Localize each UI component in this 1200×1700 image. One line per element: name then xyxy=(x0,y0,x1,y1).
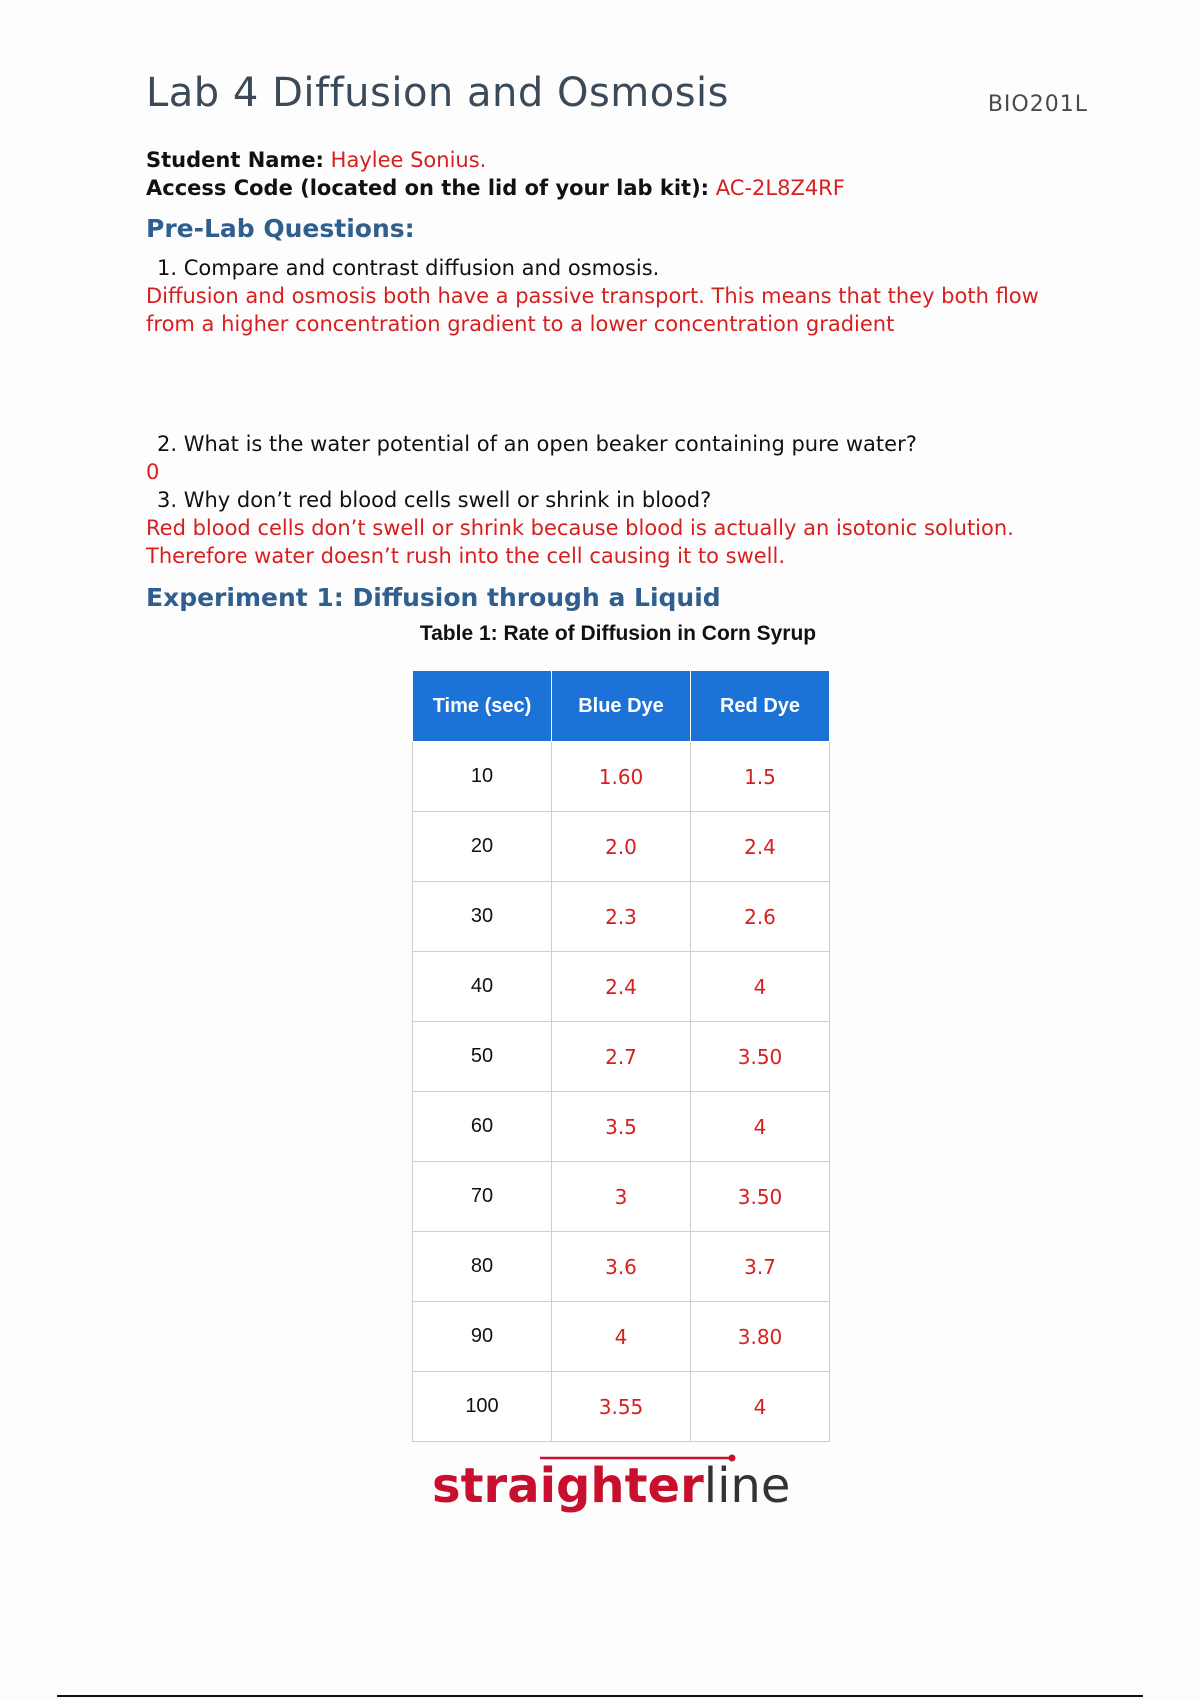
red-dye-cell: 1.5 xyxy=(691,742,830,812)
table-row xyxy=(413,952,830,1022)
student-name-line xyxy=(146,146,486,174)
blue-dye-cell: 2.7 xyxy=(552,1022,691,1092)
blue-dye-cell: 3.5 xyxy=(552,1092,691,1162)
red-dye-cell: 4 xyxy=(691,1092,830,1162)
access-code-value: AC-2L8Z4RF xyxy=(715,176,845,200)
prelab-heading: Pre-Lab Questions: xyxy=(146,214,415,243)
prelab-question-3: 3. Why don’t red blood cells swell or shrink in blood? xyxy=(157,488,712,512)
column-header-time: Time (sec) xyxy=(413,671,552,742)
course-code: BIO201L xyxy=(987,92,1088,117)
red-dye-cell: 3.50 xyxy=(691,1022,830,1092)
time-cell: 70 xyxy=(413,1162,552,1232)
bottom-divider xyxy=(57,1695,1143,1697)
student-name-value: Haylee Sonius. xyxy=(330,148,487,172)
time-cell: 20 xyxy=(413,812,552,882)
time-cell: 30 xyxy=(413,882,552,952)
red-dye-cell: 3.7 xyxy=(691,1232,830,1302)
blue-dye-cell: 2.3 xyxy=(552,882,691,952)
time-cell: 80 xyxy=(413,1232,552,1302)
red-dye-cell: 3.80 xyxy=(691,1302,830,1372)
access-code-line xyxy=(146,174,845,202)
straighterline-logo xyxy=(432,1452,802,1522)
red-dye-cell: 3.50 xyxy=(691,1162,830,1232)
time-cell: 40 xyxy=(413,952,552,1022)
page-title: Lab 4 Diffusion and Osmosis xyxy=(146,70,730,116)
table-row xyxy=(413,1022,830,1092)
blue-dye-cell: 3.6 xyxy=(552,1232,691,1302)
prelab-answer-1: Diffusion and osmosis both have a passive transport. This means that they both flow from a higher concentration gradient to a lower concentration gradient xyxy=(146,284,1039,336)
access-code-label: Access Code (located on the lid of your lab kit): xyxy=(146,176,710,200)
blue-dye-cell: 2.0 xyxy=(552,812,691,882)
table-caption: Table 1: Rate of Diffusion in Corn Syrup xyxy=(419,622,817,645)
time-cell: 90 xyxy=(413,1302,552,1372)
prelab-question-2: 2. What is the water potential of an open beaker containing pure water? xyxy=(157,432,917,456)
table-row xyxy=(413,1232,830,1302)
logo-text-bold: straighter xyxy=(432,1458,704,1514)
red-dye-cell: 2.6 xyxy=(691,882,830,952)
table-row xyxy=(413,742,830,812)
blue-dye-cell: 3 xyxy=(552,1162,691,1232)
red-dye-cell: 4 xyxy=(691,952,830,1022)
prelab-answer-3: Red blood cells don’t swell or shrink because blood is actually an isotonic solution. Therefore water doesn’t rush into the cell causing it to swell. xyxy=(146,516,1014,568)
prelab-question-1: 1. Compare and contrast diffusion and osmosis. xyxy=(157,256,660,280)
time-cell: 10 xyxy=(413,742,552,812)
time-cell: 60 xyxy=(413,1092,552,1162)
diffusion-table xyxy=(412,670,830,1442)
blue-dye-cell: 3.55 xyxy=(552,1372,691,1442)
blue-dye-cell: 2.4 xyxy=(552,952,691,1022)
red-dye-cell: 4 xyxy=(691,1372,830,1442)
experiment1-heading: Experiment 1: Diffusion through a Liquid xyxy=(146,583,721,612)
blue-dye-cell: 4 xyxy=(552,1302,691,1372)
table-row xyxy=(413,1092,830,1162)
blue-dye-cell: 1.60 xyxy=(552,742,691,812)
logo-text xyxy=(432,1458,790,1514)
table-row xyxy=(413,1162,830,1232)
table-row xyxy=(413,1302,830,1372)
time-cell: 50 xyxy=(413,1022,552,1092)
column-header-blue-dye: Blue Dye xyxy=(552,671,691,742)
table-row xyxy=(413,1372,830,1442)
table-header-row xyxy=(413,671,830,742)
time-cell: 100 xyxy=(413,1372,552,1442)
prelab-answer-2: 0 xyxy=(146,460,160,484)
column-header-red-dye: Red Dye xyxy=(691,671,830,742)
student-name-label: Student Name: xyxy=(146,148,324,172)
table-row xyxy=(413,812,830,882)
table-row xyxy=(413,882,830,952)
red-dye-cell: 2.4 xyxy=(691,812,830,882)
logo-text-light: line xyxy=(703,1458,791,1514)
